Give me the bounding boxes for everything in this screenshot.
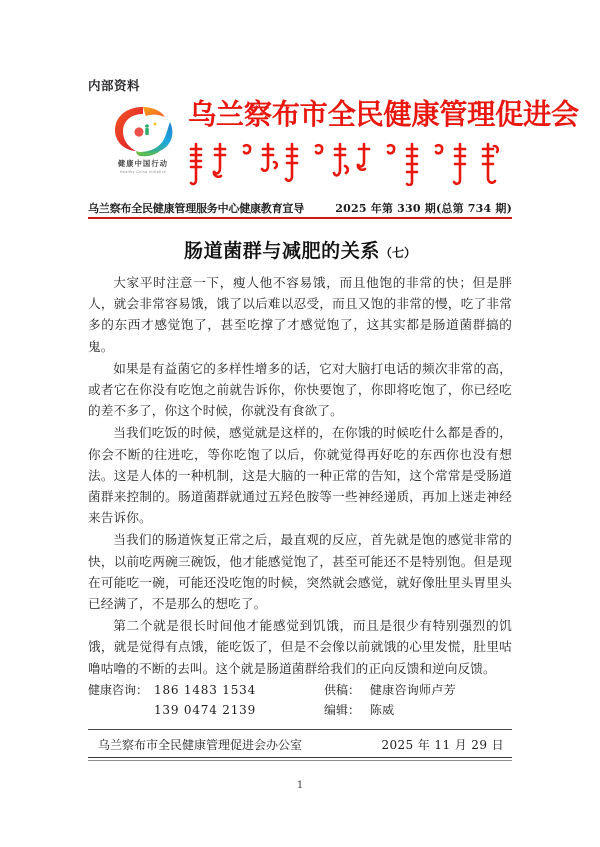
paragraph: 当我们的肠道恢复正常之后，最直观的反应，首先就是饱的感觉非常的快，以前吃两碗三碗饭，他才能感觉饱了，甚至可能还不是特别饱。但是现在可能吃一碗，可能还没吃饱的时候，突然就会感觉，就好像肚里头胃里头已经满了，不是那么的想吃了。: [88, 532, 512, 612]
editor-name: 陈威: [369, 703, 395, 717]
subtitle-row: [88, 200, 512, 216]
editor-label: 编辑：: [324, 703, 361, 717]
logo-swirl-icon: [106, 102, 180, 158]
footer-divider-bottom: [88, 757, 512, 761]
health-consult-phone-2: 139 0474 2139: [154, 703, 257, 717]
subtitle-publisher: 乌兰察布全民健康管理服务中心健康教育宣导: [88, 202, 304, 215]
healthy-china-logo: [100, 102, 186, 186]
logo-emblem-icon: [106, 102, 180, 158]
masthead: [88, 97, 579, 192]
article-title-suffix: （七）: [380, 246, 417, 260]
logo-name-en: Healthy China Initiative: [119, 170, 167, 174]
page-title: [88, 236, 512, 263]
editor-line: [324, 700, 394, 720]
issuing-office: 乌兰察布市全民健康管理促进会办公室: [98, 738, 303, 752]
paragraph: 如果是有益菌它的多样性增多的话，它对大脑打电话的频次非常的高，或者它在你没有吃饱之前就告诉你，你快要饱了，你即将吃饱了，你已经吃的差不多了，你这个时候，你就没有食欲了。: [88, 360, 512, 419]
subtitle-issue: 2025 年第 330 期(总第 734 期): [335, 202, 512, 215]
contact-row: [88, 680, 512, 700]
page-number: 1: [296, 780, 304, 791]
paragraph: 大家平时注意一下，瘦人他不容易饿，而且他饱的非常的快；但是胖人，就会非常容易饿，饿了以后难以忍受，而且又饱的非常的慢，吃了非常多的东西才感觉饱了，甚至吃撑了才感觉饱了，这其实都是肠道菌群搞的鬼。: [88, 275, 512, 354]
health-consult-label: 健康咨询：: [88, 683, 149, 697]
contributor-line: [324, 680, 456, 700]
paragraph: 第二个就是很长时间他才能感觉到饥饿，而且是很少有特别强烈的饥饿，就是觉得有点饿，能吃饭了，但是不会像以前就饿的心里发慌，肚里咕噜咕噜的不断的去叫。这个就是肠道菌群给我们的正向反馈和逆向反馈。: [88, 618, 512, 676]
contact-row: [88, 700, 512, 720]
article-title-text: 肠道菌群与减肥的关系: [183, 240, 380, 262]
contributor-name: 健康咨询师卢芳: [369, 683, 456, 697]
issue-date: 2025 年 11 月 29 日: [381, 738, 504, 752]
mongolian-script-glyphs: [188, 140, 514, 186]
paragraph: 当我们吃饭的时候，感觉就是这样的，在你饿的时候吃什么都是香的，你会不断的往进吃，等你吃饱了以后，你就觉得再好吃的东西你也没有想法。这是人体的一种机制，这是大脑的一种正常的告知，这个常常是受肠道菌群来控制的。肠道菌群就通过五羟色胺等一些神经递质，再加上迷走神经来告诉你。: [88, 425, 512, 526]
red-divider-rule: [88, 217, 512, 219]
health-consult-line: [88, 680, 324, 700]
footer-issuer-row: [88, 736, 512, 753]
organization-title-mongolian: [188, 140, 514, 188]
health-consult-line-2: [88, 700, 324, 720]
organization-title-cn: 乌兰察布市全民健康管理促进会: [188, 97, 579, 131]
footer-divider-top: [88, 729, 512, 730]
footer-contacts: [88, 680, 512, 720]
logo-name-cn: 健康中国行动: [117, 159, 169, 168]
health-consult-phone-1: 186 1483 1534: [154, 683, 257, 697]
internal-material-label: 内部资料: [88, 78, 141, 93]
article-body: [88, 272, 512, 680]
contributor-label: 供稿：: [324, 683, 361, 697]
